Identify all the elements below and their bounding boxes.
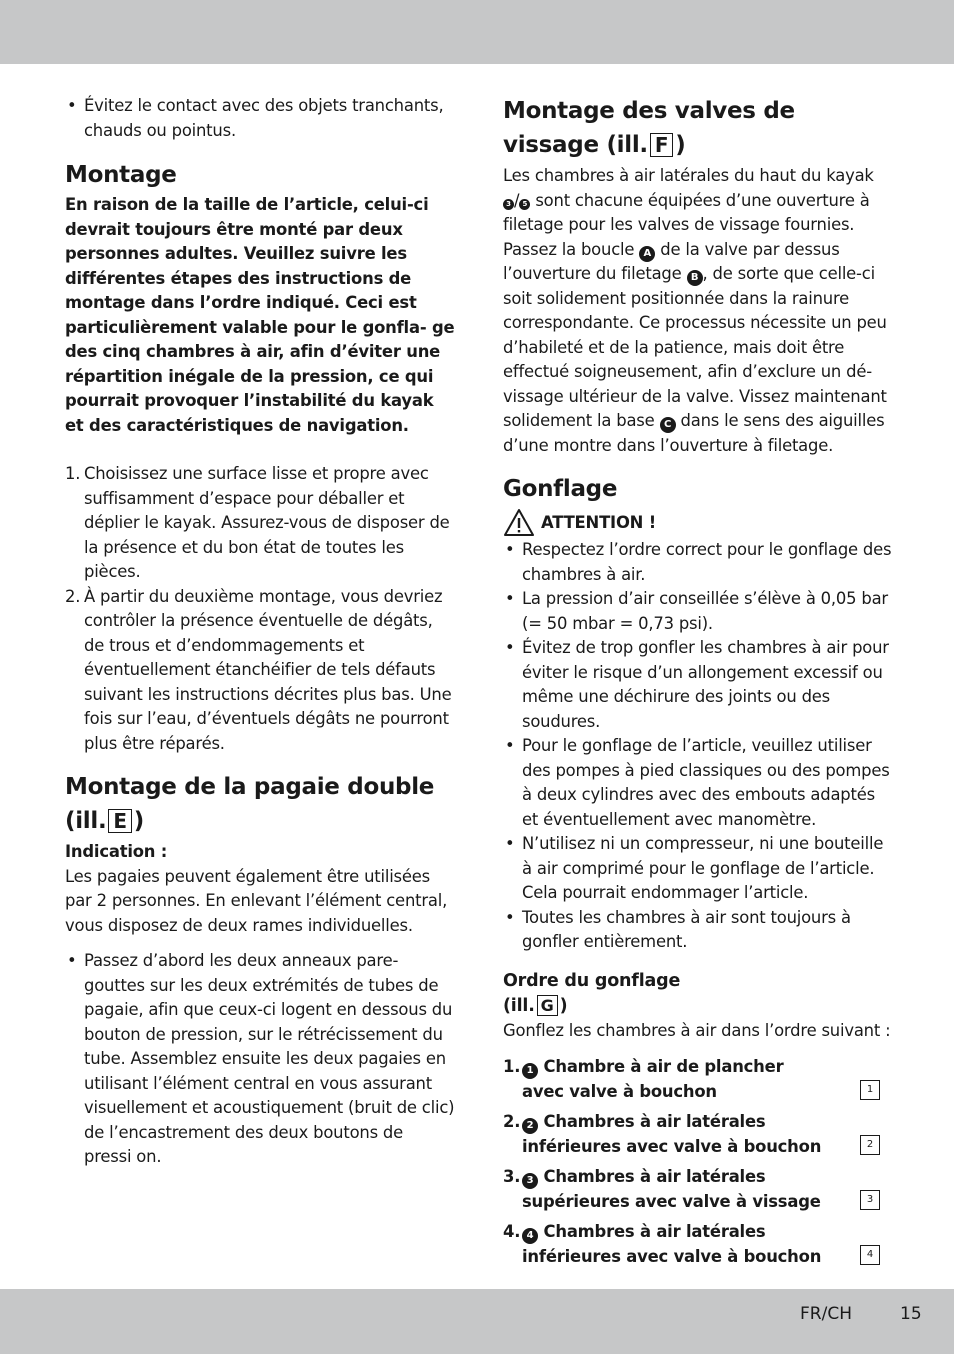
pagaie-bullet: • Passez d’abord les deux anneaux pare- gouttes sur les deux extrémités de tubes de pagaie, afin que ceux-ci logent en dessous du bouton de pression, sur le rétrécissement du tube. Assemblez ensuite les deux pagaies en utilisant l’élément central en vous assurant visuellement et acoustiquement (bruit de clic) de l’encastrement des deux boutons de pressi on.	[65, 949, 455, 1170]
left-column	[65, 94, 455, 1170]
gonflage-heading: Gonflage	[503, 476, 618, 502]
list-item: 1. 1 Chambre à air de plancher avec valve à bouchon 1	[503, 1055, 895, 1104]
list-item: 3. 3 Chambres à air latérales supérieures avec valve à vissage 3	[503, 1165, 895, 1214]
ordre-list	[503, 1055, 895, 1269]
attention-notice	[503, 508, 895, 538]
list-item: 2. 2 Chambres à air latérales inférieures avec valve à bouchon 2	[503, 1110, 895, 1159]
indication-label: Indication :	[65, 842, 168, 861]
list-item: 2. À partir du deuxième montage, vous devriez contrôler la présence éventuelle de dégâts, de trous et d’endommagements et éventuellement étanchéifier de tels défauts suivant les instructions décrites plus bas. Une fois sur l’eau, d’éventuels dégâts ne pourront plus être réparés.	[65, 586, 452, 753]
list-item: • N’utilisez ni un compresseur, ni une bouteille à air comprimé pour le gonflage de l’article. Cela pourrait endommager l’article.	[503, 832, 895, 906]
list-item: • Toutes les chambres à air sont toujours à gonfler entièrement.	[503, 906, 895, 955]
part-b-marker: B	[687, 270, 703, 286]
part-3-marker: 3	[503, 199, 514, 210]
list-item: • La pression d’air conseillée s’élève à 0,05 bar (= 50 mbar = 0,73 psi).	[503, 587, 895, 636]
intro-bullet: • Évitez le contact avec des objets tranchants, chauds ou pointus.	[65, 94, 455, 143]
list-item: 4. 4 Chambres à air latérales inférieures avec valve à bouchon 4	[503, 1220, 895, 1269]
right-column	[503, 94, 895, 1275]
pagaie-heading: Montage de la pagaie double (ill. E )	[65, 774, 435, 834]
chamber-2-marker: 2	[522, 1118, 538, 1134]
chamber-3-marker: 3	[522, 1173, 538, 1189]
header-band	[0, 0, 954, 64]
ordre-intro: Gonflez les chambres à air dans l’ordre suivant :	[503, 1020, 891, 1040]
chamber-4-marker: 4	[522, 1228, 538, 1244]
montage-steps	[65, 462, 455, 756]
ordre-heading: Ordre du gonflage (ill. G )	[503, 970, 681, 1016]
valves-heading: Montage des valves de vissage (ill. F )	[503, 98, 795, 158]
page-number: 15	[900, 1304, 922, 1324]
list-item: • Pour le gonflage de l’article, veuillez utiliser des pompes à pied classiques ou des pompes à deux cylindres avec des embouts adaptés et éventuellement avec manomètre.	[503, 734, 895, 832]
figure-ref-f: F	[650, 133, 673, 157]
list-item: 1. Choisissez une surface lisse et propre avec suffisamment d’espace pour déballer et déplier le kayak. Assurez-vous de disposer de la présence et du bon état de toutes les pièces.	[65, 464, 450, 581]
warning-triangle-icon	[503, 508, 535, 538]
montage-warning: En raison de la taille de l’article, celui-ci devrait toujours être monté par deux personnes adultes. Veuillez suivre les différentes étapes des instructions de montage dans l’ordre indiqué. Ceci est particulièrement valable pour le gonfla- ge des cinq chambres à air, afin d’éviter une répartition inégale de la pression, ce qui pourrait provoquer l’instabilité du kayak et des caractéristiques de navigation.	[65, 195, 455, 435]
chamber-1-box: 1	[860, 1080, 880, 1100]
list-item: • Respectez l’ordre correct pour le gonflage des chambres à air.	[503, 538, 895, 587]
montage-heading: Montage	[65, 162, 177, 188]
footer-language: FR/CH	[800, 1304, 852, 1324]
part-a-marker: A	[639, 246, 655, 262]
part-5-marker: 5	[519, 199, 530, 210]
attention-label: ATTENTION !	[541, 512, 656, 532]
chamber-4-box: 4	[860, 1245, 880, 1265]
list-item: • Évitez de trop gonfler les chambres à air pour éviter le risque d’un allongement excessif ou même une déchirure des joints ou des soudures.	[503, 636, 895, 734]
valves-text: Les chambres à air latérales du haut du kayak 3 / 5 sont chacune équipées d’une ouverture à filetage pour les valves de vissage fournies. Passez la boucle A de la valve par dessus l’ouverture du filetage B , de sorte que celle-ci soit solidement positionnée dans la rainure correspondante. Ce processus nécessite un peu d’habileté et de la patience, mais doit être effectué soigneusement, afin d’exclure un dé- vissage ultérieur de la valve. Vissez maintenant solidement la base C dans le sens des aiguilles d’une montre dans l’ouverture à filetage.	[503, 166, 887, 455]
chamber-2-box: 2	[860, 1135, 880, 1155]
figure-ref-g: G	[537, 995, 558, 1016]
part-c-marker: C	[660, 417, 676, 433]
chamber-1-marker: 1	[522, 1063, 538, 1079]
gonflage-bullets	[503, 538, 895, 955]
figure-ref-e: E	[108, 809, 131, 833]
indication-text: Les pagaies peuvent également être utilisées par 2 personnes. En enlevant l’élément central, vous disposez de deux rames individuelles.	[65, 866, 448, 935]
chamber-3-box: 3	[860, 1190, 880, 1210]
